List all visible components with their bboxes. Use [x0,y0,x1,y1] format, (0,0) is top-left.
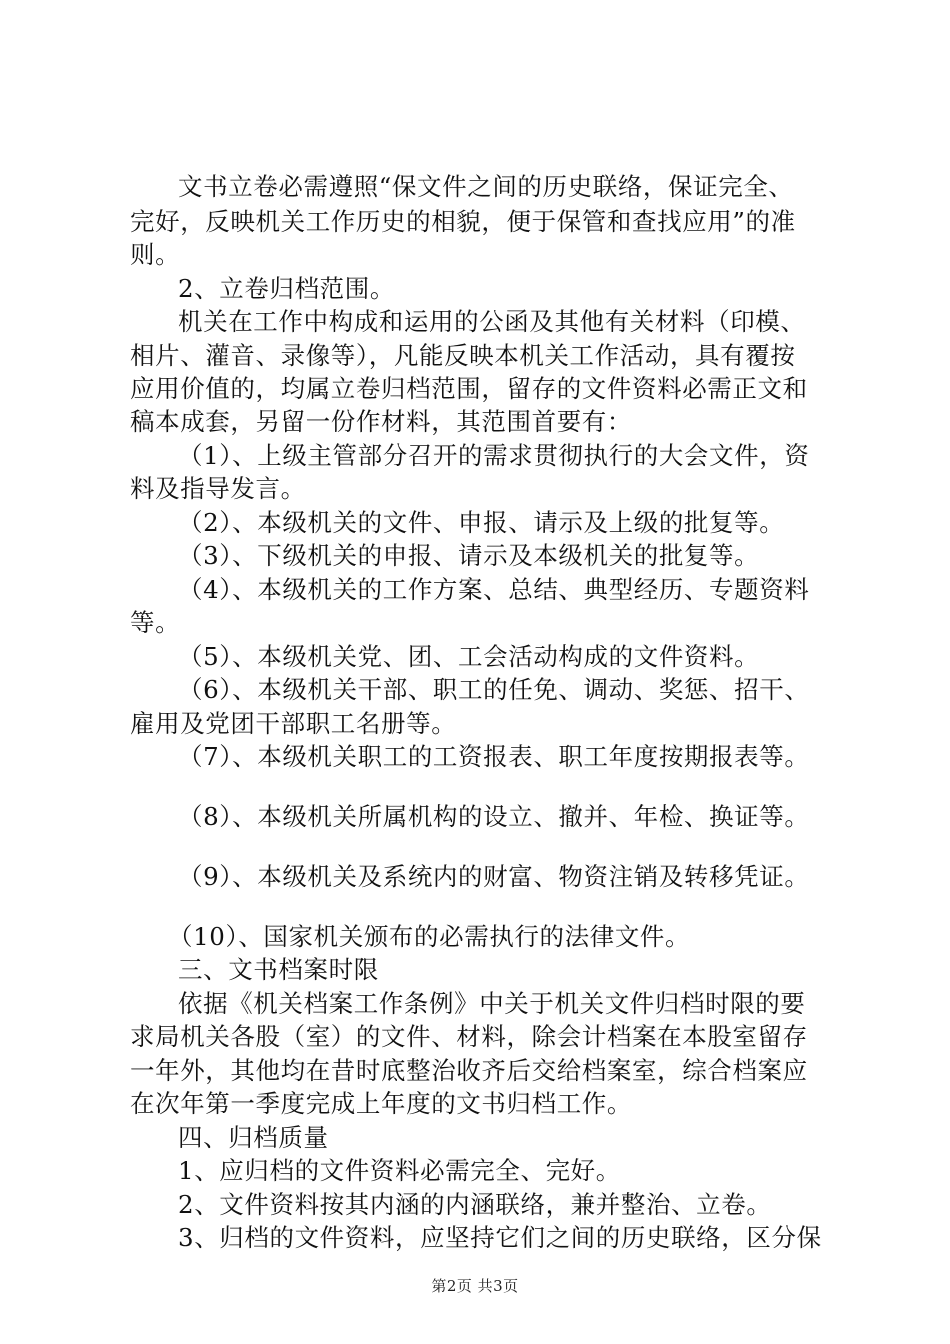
list-item: 1、应归档的文件资料必需完全、完好。 [178,1156,621,1185]
body-line: 应用价值的，均属立卷归档范围，留存的文件资料必需正文和 [130,374,808,403]
section-heading: 三、文书档案时限 [178,955,379,984]
list-item-continuation: 雇用及党团干部职工名册等。 [130,709,457,738]
section-heading: 2、立卷归档范围。 [178,274,395,303]
body-line: 依据《机关档案工作条例》中关于机关文件归档时限的要 [178,989,806,1018]
list-item: （6）、本级机关干部、职工的任免、调动、奖惩、招干、 [178,675,810,704]
body-line: 一年外，其他均在昔时底整治收齐后交给档案室，综合档案应 [130,1056,808,1085]
list-item: 3、归档的文件资料，应坚持它们之间的历史联络，区分保 [178,1223,822,1252]
body-line: 则。 [130,240,181,269]
body-line: 相片、灌音、录像等），凡能反映本机关工作活动，具有覆按 [130,341,796,370]
list-item: （8）、本级机关所属机构的设立、撤并、年检、换证等。 [178,802,810,831]
body-line: 稿本成套，另留一份作材料，其范围首要有： [130,407,632,436]
list-item: （2）、本级机关的文件、申报、请示及上级的批复等。 [178,508,785,537]
list-item: （7）、本级机关职工的工资报表、职工年度按期报表等。 [178,742,810,771]
list-item-continuation: 等。 [130,608,181,637]
body-line: 机关在工作中构成和运用的公函及其他有关材料（印模、 [178,307,806,336]
body-line: 文书立卷必需遵照“保文件之间的历史联络，保证完全、 [178,172,794,201]
section-heading: 四、归档质量 [178,1123,329,1152]
body-line: 在次年第一季度完成上年度的文书归档工作。 [130,1089,632,1118]
list-item: 2、文件资料按其内涵的内涵联络，兼并整治、立卷。 [178,1190,772,1219]
list-item: （1）、上级主管部分召开的需求贯彻执行的大会文件，资 [178,441,810,470]
body-line: 求局机关各股（室）的文件、材料，除会计档案在本股室留存 [130,1022,808,1051]
list-item: （5）、本级机关党、团、工会活动构成的文件资料。 [178,642,760,671]
list-item-continuation: 料及指导发言。 [130,474,306,503]
list-item: （3）、下级机关的申报、请示及本级机关的批复等。 [178,541,760,570]
list-item: （4）、本级机关的工作方案、总结、典型经历、专题资料 [178,575,810,604]
body-line: 完好，反映机关工作历史的相貌，便于保管和查找应用”的准 [130,207,796,236]
list-item: （10）、国家机关颁布的必需执行的法律文件。 [168,922,691,951]
page-number-footer: 第2页 共3页 [431,1277,519,1295]
list-item: （9）、本级机关及系统内的财富、物资注销及转移凭证。 [178,862,810,891]
